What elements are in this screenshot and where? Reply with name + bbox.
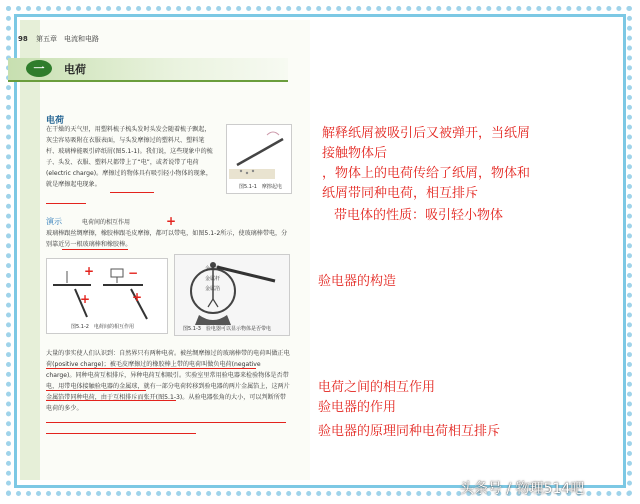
section-number-badge: 一 <box>26 60 52 77</box>
watermark: 头条号 / 物理514吧 <box>460 481 585 497</box>
paragraph-charge-types: 大量的事实使人们认识到：自然界只有两种电荷。被丝绸摩擦过的玻璃棒带的电荷叫做正电荷(positive charge)；被毛皮摩擦过的橡胶棒上带的电荷叫做负电荷(negative charge)。同种电荷互相排斥，异种电荷互相吸引。实验室里常用验电器来检验物体是否带电，用带电体接触验电器的金属球，就有一部分电荷转移到验电器的两片金属箔上，这两片金属箔带同种电荷，由于互相排斥而张开(图5.1-3)。从验电器张角的大小，可以判断所带电荷的多少。 <box>46 350 290 412</box>
annotation-charge-interaction: 电荷之间的相互作用 <box>318 380 436 395</box>
annotation-electroscope-structure: 验电器的构造 <box>318 274 397 289</box>
paragraph-friction-charging: 在干燥的天气里，用塑料梳子梳头发时头发会随着梳子飘起，灰尘容易吸附在衣服表面，与头发摩擦过的塑料尺、塑料笔杆、玻璃棒能吸引碎纸屑(图5.1-1)。我们说，这些现象中的梳子、头发、衣服、塑料尺都带上了“电”，或者说带了电荷(electric charge)。摩擦过的物体具有吸引轻小物体的现象，就是摩擦起电现象。 <box>46 126 213 188</box>
annotation-line: ，物体上的电荷传给了纸屑，物体和 <box>322 166 531 181</box>
annotation-electroscope-principle: 验电器的原理同种电荷相互排斥 <box>318 424 501 439</box>
demo-label: 演示 <box>46 217 62 226</box>
rods-interaction-icon <box>47 259 167 333</box>
label-metal-ball: 金属球 <box>205 266 221 272</box>
annotation-line: 纸屑带同种电荷，相互排斥 <box>322 186 479 201</box>
plus-sign-mark: + <box>80 292 91 306</box>
annotation-line: 接触物体后 <box>322 146 388 161</box>
figure-3-caption: 图5.1-3 验电器可以显示物体是否带电 <box>183 326 271 332</box>
page-number: 98 <box>18 35 28 43</box>
figure-friction-charging <box>226 124 292 194</box>
figure-1-caption: 图5.1-1 摩擦起电 <box>239 184 282 190</box>
label-metal-rod: 金属杆 <box>205 276 221 282</box>
red-underline <box>110 192 154 193</box>
section-title: 电荷 <box>64 63 86 76</box>
red-underline <box>46 400 176 401</box>
red-underline <box>46 433 196 434</box>
label-metal-foil: 金属箔 <box>205 286 221 292</box>
figure-electroscope <box>174 254 290 336</box>
paragraph-demo: 玻璃棒跟丝绸摩擦，橡胶棒跟毛皮摩擦，都可以带电，如图5.1-2所示，使玻璃棒带电，分别靠近另一根玻璃棒和橡胶棒。 <box>46 230 288 248</box>
red-underline <box>62 249 128 250</box>
annotation-line: 解释纸屑被吸引后又被弹开，当纸屑 <box>322 126 531 141</box>
annotation-charged-body-property: 带电体的性质：吸引轻小物体 <box>334 208 504 223</box>
figure-charge-interaction <box>46 258 168 334</box>
figure-2-caption: 图5.1-2 电荷间的相互作用 <box>71 324 134 330</box>
sub-heading: 电荷 <box>46 116 65 126</box>
minus-sign-mark: − <box>128 266 139 280</box>
demo-title: 电荷间的相互作用 <box>82 219 131 226</box>
plus-sign-mark: + <box>84 264 95 278</box>
chapter-title: 第五章 电流和电路 <box>35 35 99 43</box>
red-underline <box>46 422 286 423</box>
electroscope-icon <box>175 255 289 335</box>
plus-sign-mark: + <box>166 214 177 228</box>
red-underline <box>46 368 256 369</box>
red-underline <box>46 390 146 391</box>
page-margin-band <box>20 20 40 480</box>
page-header <box>18 34 99 44</box>
plus-sign-mark: + <box>132 290 143 304</box>
red-underline <box>46 203 86 204</box>
annotation-electroscope-function: 验电器的作用 <box>318 400 397 415</box>
annotation-paper-repel <box>322 124 530 204</box>
